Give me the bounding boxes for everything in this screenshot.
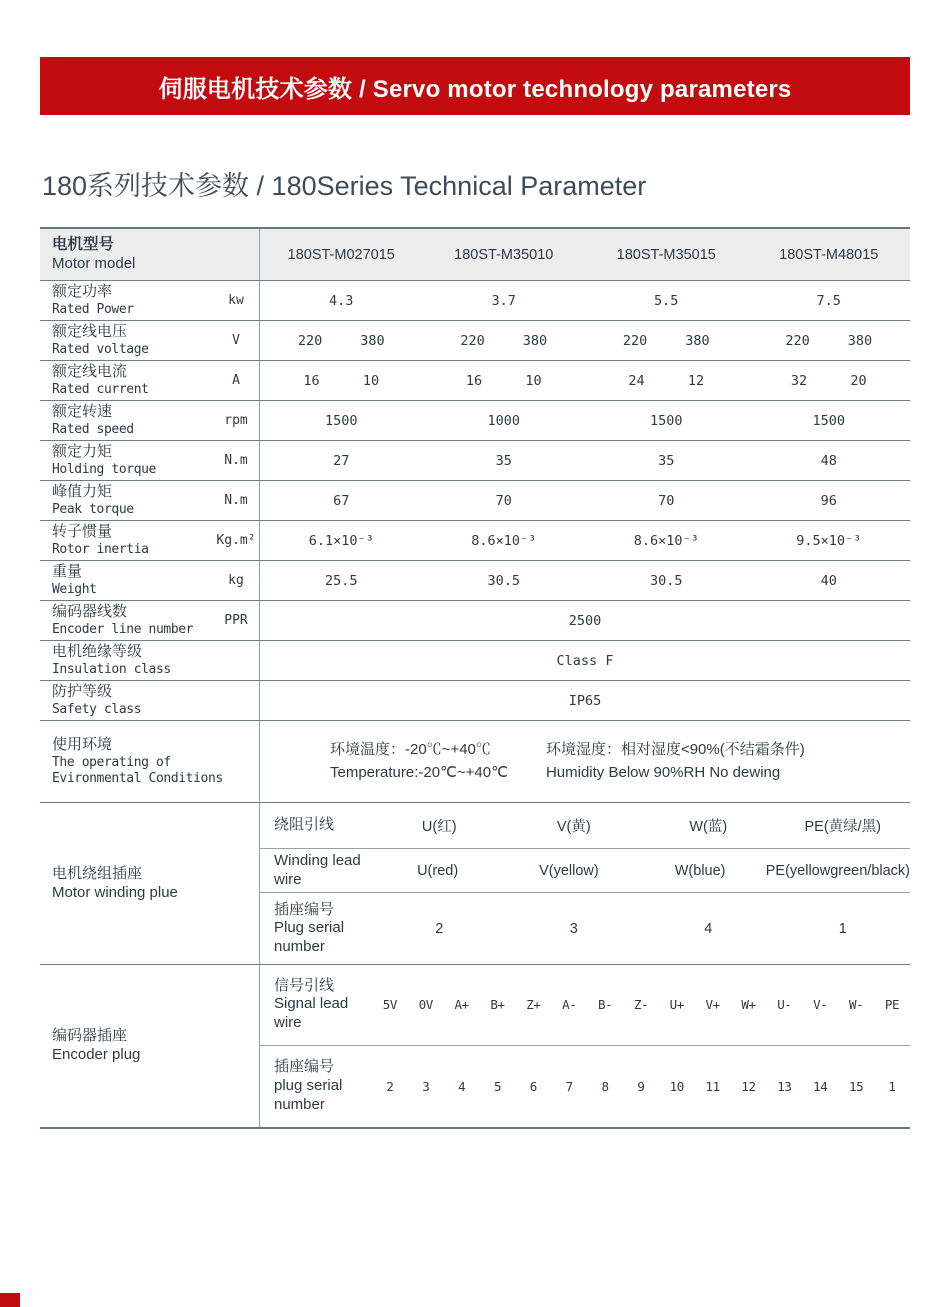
row-label-en2: Evironmental Conditions bbox=[52, 770, 223, 786]
cell-value: 1500 bbox=[812, 412, 845, 429]
cell-value: 180ST-M35010 bbox=[454, 246, 554, 263]
row-label-cell bbox=[40, 321, 260, 360]
cell-subvalue: 10 bbox=[525, 372, 542, 389]
row-label-cell bbox=[40, 281, 260, 320]
row-rated-voltage bbox=[40, 320, 910, 360]
cell-value bbox=[260, 333, 423, 349]
subrow-label: 插座编号 plug serial number bbox=[274, 1058, 343, 1113]
section-label-cell bbox=[40, 803, 260, 964]
row-values bbox=[260, 521, 910, 560]
row-values bbox=[260, 681, 910, 720]
subrow-values bbox=[372, 921, 910, 937]
banner-title: 伺服电机技术参数 / Servo motor technology parameters bbox=[158, 75, 792, 103]
cell-value: 40 bbox=[820, 572, 837, 589]
cell-value bbox=[748, 333, 911, 349]
cell-value: 1500 bbox=[649, 412, 683, 429]
cell-value: 35 bbox=[495, 452, 512, 469]
humidity-zh: 环境湿度：相对湿度<90%(不结霜条件) bbox=[545, 741, 805, 758]
winding-plug-serial-row bbox=[260, 892, 910, 964]
row-unit: kg bbox=[228, 573, 244, 588]
cell-value: V(yellow) bbox=[539, 862, 599, 879]
cell-value bbox=[585, 333, 748, 349]
row-label-en: Safety class bbox=[52, 701, 142, 717]
cell-value: 96 bbox=[820, 492, 837, 509]
encoder-signal-wire-row bbox=[260, 965, 910, 1045]
cell-subvalue: 24 bbox=[628, 372, 645, 389]
row-label-zh: 峰值力矩 bbox=[52, 483, 113, 500]
cell-value: 6 bbox=[529, 1078, 537, 1094]
cell-value: V- bbox=[813, 997, 828, 1013]
row-label-en: Rotor inertia bbox=[52, 541, 149, 557]
section-label-zh: 编码器插座 bbox=[52, 1027, 128, 1045]
cell-subvalue: 16 bbox=[303, 372, 320, 389]
cell-value: V+ bbox=[705, 997, 720, 1013]
subrow-label: 插座编号 Plug serial number bbox=[274, 900, 345, 956]
row-label-en: Encoder line number bbox=[52, 621, 194, 637]
cell-value: 27 bbox=[333, 452, 350, 469]
subrow-values bbox=[372, 997, 910, 1012]
cell-value: 6.1×10⁻³ bbox=[308, 532, 374, 549]
row-label-cell bbox=[40, 601, 260, 640]
cell-value: 13 bbox=[777, 1078, 792, 1094]
cell-value: 4 bbox=[704, 920, 713, 937]
cell-value: PE(yellowgreen/black) bbox=[765, 862, 911, 879]
cell-value bbox=[260, 373, 423, 389]
winding-lead-wire-en-row bbox=[260, 848, 910, 893]
row-unit: rpm bbox=[224, 413, 248, 428]
section-label-en: Motor winding plue bbox=[52, 883, 178, 901]
cell-value: 8 bbox=[601, 1078, 609, 1094]
header-model-values bbox=[260, 229, 910, 280]
row-values bbox=[260, 481, 910, 520]
cell-subvalue: 220 bbox=[460, 332, 485, 349]
cell-value: 11 bbox=[705, 1078, 720, 1094]
temperature-block bbox=[330, 739, 508, 784]
cell-subvalue: 16 bbox=[465, 372, 483, 389]
row-label-en: Holding torque bbox=[52, 461, 156, 477]
cell-value bbox=[585, 373, 748, 389]
humidity-block bbox=[546, 739, 805, 784]
row-unit: A bbox=[232, 373, 240, 388]
cell-value: 7 bbox=[565, 1078, 573, 1094]
cell-value: 8.6×10⁻³ bbox=[633, 532, 699, 549]
cell-value: Z- bbox=[633, 997, 649, 1013]
subrow-values bbox=[372, 815, 910, 836]
cell-value: B+ bbox=[490, 997, 505, 1013]
cell-subvalue: 220 bbox=[785, 332, 810, 349]
row-label-en: Insulation class bbox=[52, 661, 171, 677]
row-label-zh: 额定功率 bbox=[52, 283, 113, 300]
cell-value: 48 bbox=[820, 452, 837, 469]
row-values bbox=[260, 401, 910, 440]
encoder-subtable bbox=[260, 965, 910, 1127]
row-label-cell bbox=[40, 681, 260, 720]
row-label-cell bbox=[40, 721, 260, 802]
banner bbox=[40, 57, 910, 115]
row-label-zh: 额定线电压 bbox=[52, 323, 128, 340]
corner-red-mark bbox=[0, 1293, 20, 1307]
cell-value: 2 bbox=[386, 1078, 394, 1094]
environment-values bbox=[260, 721, 910, 802]
cell-value: 14 bbox=[813, 1078, 828, 1094]
cell-value: 35 bbox=[658, 452, 675, 469]
cell-subvalue: 220 bbox=[622, 332, 648, 349]
cell-value: IP65 bbox=[568, 692, 602, 709]
cell-subvalue: 12 bbox=[687, 372, 705, 389]
cell-subvalue: 32 bbox=[790, 372, 808, 389]
row-values bbox=[260, 361, 910, 400]
header-label-cell bbox=[40, 229, 260, 280]
cell-value: U+ bbox=[669, 997, 684, 1013]
cell-subvalue: 10 bbox=[362, 372, 380, 389]
cell-value: 67 bbox=[333, 492, 350, 509]
cell-value: 5V bbox=[382, 997, 398, 1013]
row-label-cell bbox=[40, 481, 260, 520]
cell-value: 1000 bbox=[487, 412, 520, 429]
cell-value: 3 bbox=[569, 920, 578, 937]
row-rated-current bbox=[40, 360, 910, 400]
cell-subvalue: 20 bbox=[850, 372, 867, 389]
cell-value: 30.5 bbox=[487, 572, 520, 589]
subrow-label: Winding lead wire bbox=[274, 851, 361, 888]
cell-value: W+ bbox=[741, 997, 756, 1013]
spec-table bbox=[40, 227, 910, 1129]
section-encoder-plug bbox=[40, 964, 910, 1127]
row-label-cell bbox=[40, 561, 260, 600]
cell-value: 12 bbox=[741, 1078, 756, 1094]
cell-value: 8.6×10⁻³ bbox=[471, 532, 537, 549]
cell-subvalue: 220 bbox=[297, 332, 323, 349]
row-unit: kw bbox=[228, 293, 244, 308]
cell-value: 4.3 bbox=[329, 292, 354, 309]
temperature-zh: 环境温度：-20℃~+40℃ bbox=[330, 741, 491, 758]
cell-value: 1500 bbox=[324, 412, 358, 429]
row-label-cell bbox=[40, 441, 260, 480]
header-label-en: Motor model bbox=[52, 254, 136, 272]
cell-value: 25.5 bbox=[324, 572, 358, 589]
cell-subvalue: 380 bbox=[847, 332, 873, 349]
cell-value: W- bbox=[848, 997, 864, 1013]
cell-value: 9 bbox=[637, 1078, 645, 1094]
section-label-cell bbox=[40, 965, 260, 1127]
row-label-en: Rated Power bbox=[52, 301, 134, 317]
cell-value: 15 bbox=[848, 1078, 864, 1094]
cell-value: 9.5×10⁻³ bbox=[796, 532, 862, 549]
cell-value: A+ bbox=[454, 997, 469, 1013]
cell-value: 70 bbox=[495, 492, 512, 509]
row-insulation-class bbox=[40, 640, 910, 680]
row-encoder-line-number bbox=[40, 600, 910, 640]
row-rotor-inertia bbox=[40, 520, 910, 560]
cell-value: V(黄) bbox=[556, 818, 591, 835]
cell-value: 70 bbox=[658, 492, 675, 509]
section-label-zh: 电机绕组插座 bbox=[52, 864, 143, 882]
section-motor-winding-plug bbox=[40, 802, 910, 964]
cell-value: 180ST-M48015 bbox=[779, 246, 879, 263]
cell-subvalue: 380 bbox=[522, 332, 548, 349]
row-label-cell bbox=[40, 361, 260, 400]
row-label-en: Weight bbox=[52, 581, 97, 597]
row-label-en: Rated current bbox=[52, 381, 149, 397]
cell-value: 1 bbox=[888, 1078, 896, 1094]
cell-value: A- bbox=[562, 997, 577, 1013]
subrow-label: 信号引线 Signal lead wire bbox=[274, 976, 349, 1032]
row-label-zh: 防护等级 bbox=[52, 683, 113, 700]
cell-value: 2 bbox=[435, 920, 444, 937]
header-label-zh: 电机型号 bbox=[52, 236, 115, 254]
row-label-en: Rated voltage bbox=[52, 341, 149, 357]
cell-value: 7.5 bbox=[816, 292, 841, 309]
row-operating-environment bbox=[40, 720, 910, 802]
row-unit: V bbox=[232, 333, 240, 348]
cell-value: U(红) bbox=[421, 818, 457, 835]
cell-value: 180ST-M027015 bbox=[287, 246, 395, 263]
cell-value: 5 bbox=[493, 1078, 502, 1094]
cell-value: 4 bbox=[458, 1078, 466, 1094]
row-label-zh: 额定力矩 bbox=[52, 443, 113, 460]
row-label-cell bbox=[40, 641, 260, 680]
row-label-zh: 编码器线数 bbox=[52, 603, 128, 620]
cell-value bbox=[423, 333, 586, 349]
table-header-row bbox=[40, 229, 910, 280]
row-values bbox=[260, 601, 910, 640]
section-label-en: Encoder plug bbox=[52, 1046, 141, 1063]
cell-value: Z+ bbox=[526, 997, 541, 1013]
cell-value: PE bbox=[884, 997, 900, 1013]
row-peak-torque bbox=[40, 480, 910, 520]
winding-subtable bbox=[260, 803, 910, 964]
cell-value bbox=[423, 373, 586, 389]
row-unit: Kg.m² bbox=[216, 533, 256, 548]
temperature-en: Temperature:-20℃~+40℃ bbox=[330, 763, 508, 781]
row-weight bbox=[40, 560, 910, 600]
cell-value: W(blue) bbox=[674, 862, 726, 879]
cell-value: 5.5 bbox=[654, 292, 679, 309]
row-values bbox=[260, 561, 910, 600]
cell-value: 2500 bbox=[568, 612, 602, 629]
winding-lead-wire-zh-row bbox=[260, 803, 910, 848]
cell-value: 0V bbox=[418, 997, 433, 1013]
row-label-zh: 额定线电流 bbox=[52, 363, 128, 380]
cell-value: Class F bbox=[556, 652, 614, 669]
subrow-values bbox=[372, 863, 910, 879]
cell-value: U(red) bbox=[417, 862, 459, 879]
subrow-label: 绕阻引线 bbox=[274, 815, 335, 833]
row-values bbox=[260, 321, 910, 360]
cell-value: U- bbox=[777, 997, 792, 1013]
row-label-zh: 额定转速 bbox=[52, 403, 113, 420]
row-values bbox=[260, 441, 910, 480]
row-holding-torque bbox=[40, 440, 910, 480]
humidity-en: Humidity Below 90%RH No dewing bbox=[545, 763, 781, 781]
row-values bbox=[260, 641, 910, 680]
row-label-zh: 使用环境 bbox=[52, 735, 113, 753]
row-rated-speed bbox=[40, 400, 910, 440]
row-unit bbox=[213, 681, 259, 720]
row-safety-class bbox=[40, 680, 910, 720]
row-label-en: Peak torque bbox=[52, 501, 134, 517]
cell-value: PE(黄绿/黑) bbox=[804, 818, 882, 835]
cell-value: 180ST-M35015 bbox=[616, 246, 716, 263]
cell-value: 1 bbox=[838, 920, 847, 937]
row-label-en: Rated speed bbox=[52, 421, 134, 437]
cell-value: B- bbox=[597, 997, 613, 1013]
cell-subvalue: 380 bbox=[685, 332, 710, 349]
row-label-cell bbox=[40, 401, 260, 440]
row-unit: N.m bbox=[224, 453, 248, 468]
row-unit: PPR bbox=[224, 613, 248, 628]
row-unit bbox=[213, 641, 259, 680]
page-title: 180系列技术参数 / 180Series Technical Parameter bbox=[42, 171, 647, 201]
cell-value: W(蓝) bbox=[689, 818, 728, 835]
row-values bbox=[260, 281, 910, 320]
cell-value bbox=[748, 373, 911, 389]
cell-subvalue: 380 bbox=[360, 332, 385, 349]
row-label-en1: The operating of bbox=[52, 754, 171, 770]
row-label-cell bbox=[40, 521, 260, 560]
encoder-plug-serial-row bbox=[260, 1045, 910, 1128]
cell-value: 3.7 bbox=[491, 292, 516, 309]
row-unit: N.m bbox=[224, 493, 248, 508]
row-label-zh: 转子惯量 bbox=[52, 523, 113, 540]
cell-value: 10 bbox=[669, 1078, 684, 1094]
cell-value: 3 bbox=[422, 1078, 430, 1094]
row-rated-power bbox=[40, 280, 910, 320]
cell-value: 30.5 bbox=[649, 572, 683, 589]
row-label-zh: 电机绝缘等级 bbox=[52, 643, 143, 660]
row-label-zh: 重量 bbox=[52, 563, 83, 580]
subrow-values bbox=[372, 1079, 910, 1094]
